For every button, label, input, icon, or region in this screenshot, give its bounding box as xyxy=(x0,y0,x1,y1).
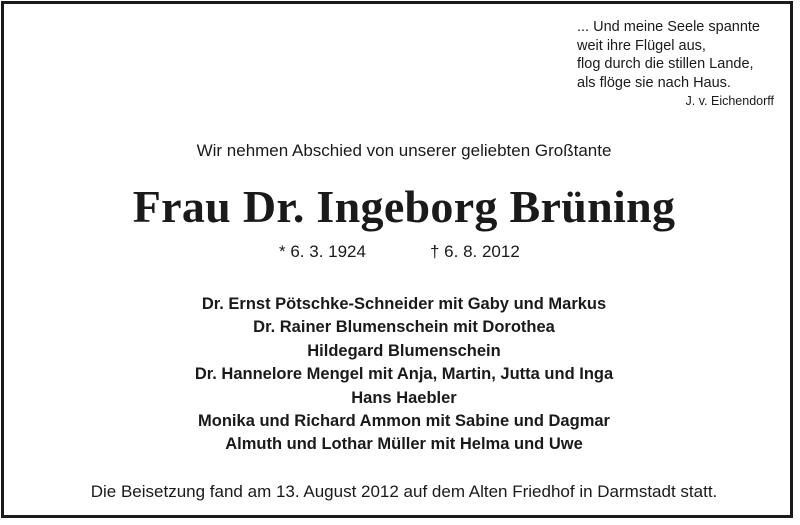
mourner-line: Dr. Hannelore Mengel mit Anja, Martin, Jutta und Inga xyxy=(194,365,614,384)
funeral-info: Die Beisetzung fand am 13. August 2012 auf dem Alten Friedhof in Darmstadt statt. xyxy=(90,482,718,501)
poem-line: als flöge sie nach Haus. xyxy=(577,74,731,91)
mourner-line: Dr. Ernst Pötschke-Schneider mit Gaby und Markus xyxy=(201,295,607,313)
deceased-name: Frau Dr. Ingeborg Brüning xyxy=(132,181,676,232)
poem-line: ... Und meine Seele spannte xyxy=(577,19,760,35)
mourners-list xyxy=(4,293,800,457)
birth-date: * 6. 3. 1924 xyxy=(279,242,366,261)
mourner-line: Almuth und Lothar Müller mit Helma und Uwe xyxy=(225,435,583,454)
mourner-line: Hans Haebler xyxy=(351,388,457,407)
notice-border xyxy=(1,1,793,518)
intro-text: Wir nehmen Abschied von unserer geliebten Großtante xyxy=(196,141,612,160)
mourner-line: Dr. Rainer Blumenschein mit Dorothea xyxy=(253,318,555,337)
mourner-line: Monika und Richard Ammon mit Sabine und Dagmar xyxy=(198,412,610,431)
poem-line: flog durch die stillen Lande, xyxy=(577,56,754,72)
poem-line: weit ihre Flügel aus, xyxy=(577,37,706,54)
mourner-line: Hildegard Blumenschein xyxy=(307,341,501,360)
poem-quote xyxy=(577,18,787,92)
death-date: † 6. 8. 2012 xyxy=(430,242,520,261)
poem-author: J. v. Eichendorff xyxy=(685,94,774,108)
